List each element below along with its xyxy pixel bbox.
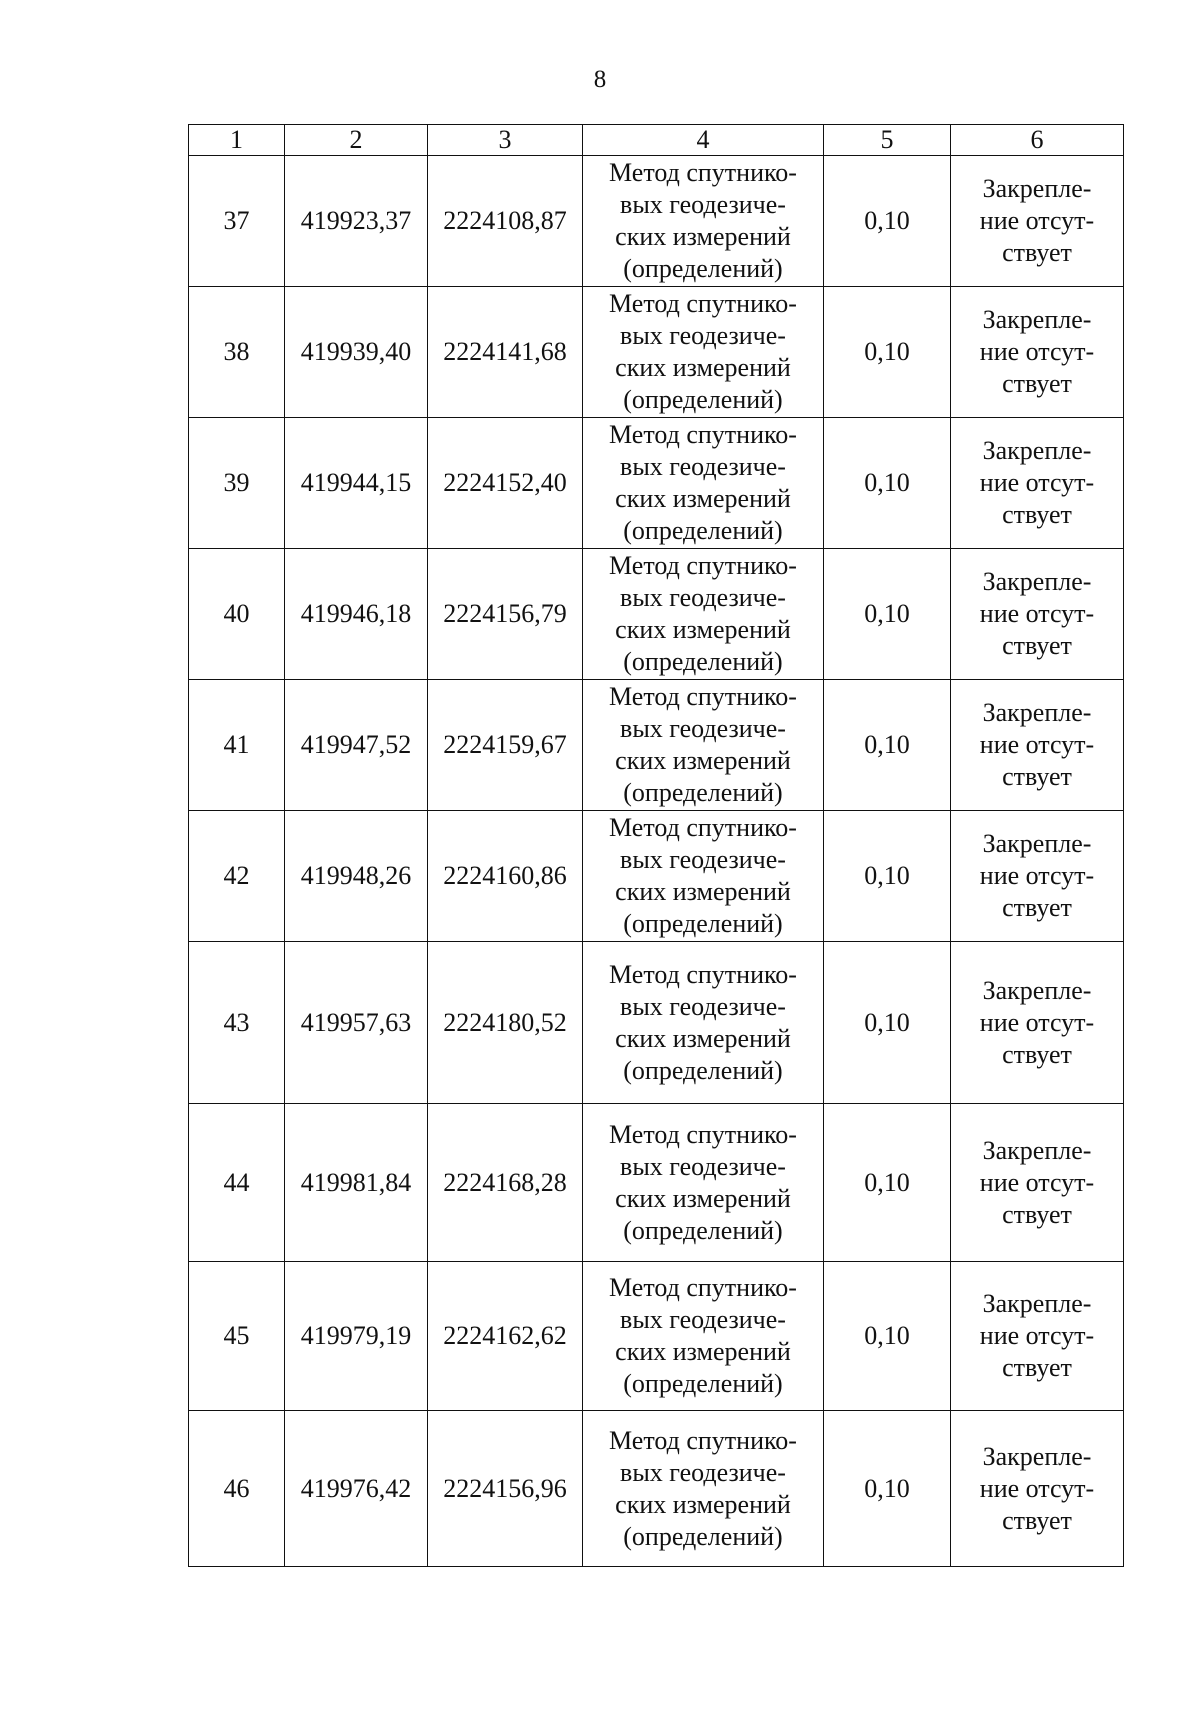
method-cell-line: (определений) [623, 385, 783, 414]
y-coordinate-cell: 2224180,52 [428, 942, 583, 1104]
method-cell-line: (определений) [623, 254, 783, 283]
method-cell-line: Метод спутнико- [609, 1273, 797, 1302]
fixing-cell-line: Закрепле- [982, 975, 1092, 1005]
x-coordinate-cell: 419939,40 [285, 287, 428, 418]
fixing-cell-line: ние отсут- [979, 861, 1095, 890]
point-number-cell: 37 [189, 156, 285, 287]
fixing-cell-line: ние отсут- [979, 1007, 1095, 1037]
table-row [189, 1262, 1124, 1411]
y-coordinate-cell: 2224156,96 [428, 1411, 583, 1567]
fixing-cell [951, 418, 1124, 549]
method-cell-line: вых геодезиче- [620, 1457, 786, 1487]
method-cell [583, 287, 824, 418]
table-header-row [189, 125, 1124, 156]
method-cell-line: Метод спутнико- [609, 682, 797, 711]
method-cell-line: вых геодезиче- [620, 190, 786, 219]
y-coordinate-cell: 2224160,86 [428, 811, 583, 942]
accuracy-cell: 0,10 [824, 811, 951, 942]
method-cell-line: ских измерений [615, 222, 791, 251]
point-number-cell: 44 [189, 1104, 285, 1262]
header-cell-3: 3 [428, 125, 583, 156]
method-cell-line: ских измерений [615, 615, 791, 644]
table-row [189, 156, 1124, 287]
method-cell-line: вых геодезиче- [620, 1305, 786, 1334]
method-cell-line: ских измерений [615, 1023, 791, 1053]
y-coordinate-cell: 2224108,87 [428, 156, 583, 287]
fixing-cell-line: ние отсут- [979, 468, 1095, 497]
coordinates-table [188, 124, 1124, 1567]
fixing-cell [951, 811, 1124, 942]
table-row [189, 1104, 1124, 1262]
fixing-cell-line: Закрепле- [982, 1441, 1092, 1471]
fixing-cell-line: ствует [1002, 762, 1072, 791]
fixing-cell-line: Закрепле- [982, 174, 1092, 203]
accuracy-cell: 0,10 [824, 287, 951, 418]
fixing-cell-line: Закрепле- [982, 1289, 1092, 1318]
method-cell [583, 680, 824, 811]
fixing-cell-line: ние отсут- [979, 599, 1095, 628]
accuracy-cell: 0,10 [824, 1104, 951, 1262]
fixing-cell-line: ствует [1002, 369, 1072, 398]
point-number-cell: 42 [189, 811, 285, 942]
header-cell-6: 6 [951, 125, 1124, 156]
point-number-cell: 45 [189, 1262, 285, 1411]
header-cell-4: 4 [583, 125, 824, 156]
table-row [189, 549, 1124, 680]
fixing-cell-line: ние отсут- [979, 1167, 1095, 1197]
accuracy-cell: 0,10 [824, 680, 951, 811]
fixing-cell-line: ние отсут- [979, 1321, 1095, 1350]
table-row [189, 811, 1124, 942]
page-number: 8 [593, 66, 607, 93]
fixing-cell [951, 1104, 1124, 1262]
x-coordinate-cell: 419976,42 [285, 1411, 428, 1567]
fixing-cell [951, 1411, 1124, 1567]
method-cell [583, 1262, 824, 1411]
method-cell [583, 1411, 824, 1567]
method-cell [583, 1104, 824, 1262]
method-cell [583, 418, 824, 549]
method-cell-line: вых геодезиче- [620, 991, 786, 1021]
x-coordinate-cell: 419979,19 [285, 1262, 428, 1411]
x-coordinate-cell: 419981,84 [285, 1104, 428, 1262]
point-number-cell: 46 [189, 1411, 285, 1567]
fixing-cell [951, 942, 1124, 1104]
table-row [189, 287, 1124, 418]
y-coordinate-cell: 2224152,40 [428, 418, 583, 549]
fixing-cell-line: ствует [1002, 1199, 1072, 1229]
fixing-cell-line: ствует [1002, 1505, 1072, 1535]
fixing-cell-line: Закрепле- [982, 829, 1092, 858]
accuracy-cell: 0,10 [824, 156, 951, 287]
method-cell-line: вых геодезиче- [620, 583, 786, 612]
table-row [189, 942, 1124, 1104]
method-cell-line: Метод спутнико- [609, 959, 797, 989]
fixing-cell-line: ние отсут- [979, 730, 1095, 759]
fixing-cell-line: ствует [1002, 238, 1072, 267]
method-cell-line: ских измерений [615, 484, 791, 513]
fixing-cell-line: ние отсут- [979, 1473, 1095, 1503]
fixing-cell-line: ствует [1002, 500, 1072, 529]
method-cell-line: Метод спутнико- [609, 158, 797, 187]
point-number-cell: 39 [189, 418, 285, 549]
method-cell [583, 156, 824, 287]
y-coordinate-cell: 2224162,62 [428, 1262, 583, 1411]
fixing-cell-line: Закрепле- [982, 436, 1092, 465]
method-cell-line: (определений) [623, 778, 783, 807]
fixing-cell-line: Закрепле- [982, 1135, 1092, 1165]
x-coordinate-cell: 419948,26 [285, 811, 428, 942]
fixing-cell [951, 156, 1124, 287]
fixing-cell [951, 680, 1124, 811]
method-cell-line: (определений) [623, 909, 783, 938]
x-coordinate-cell: 419957,63 [285, 942, 428, 1104]
method-cell-line: вых геодезиче- [620, 845, 786, 874]
method-cell-line: вых геодезиче- [620, 714, 786, 743]
method-cell-line: ских измерений [615, 877, 791, 906]
accuracy-cell: 0,10 [824, 942, 951, 1104]
y-coordinate-cell: 2224159,67 [428, 680, 583, 811]
point-number-cell: 40 [189, 549, 285, 680]
fixing-cell-line: ствует [1002, 893, 1072, 922]
point-number-cell: 41 [189, 680, 285, 811]
method-cell-line: (определений) [623, 647, 783, 676]
method-cell-line: вых геодезиче- [620, 1151, 786, 1181]
method-cell-line: ских измерений [615, 746, 791, 775]
fixing-cell-line: ние отсут- [979, 337, 1095, 366]
method-cell [583, 811, 824, 942]
method-cell-line: ских измерений [615, 1337, 791, 1366]
method-cell-line: (определений) [623, 1369, 783, 1398]
method-cell-line: Метод спутнико- [609, 1119, 797, 1149]
x-coordinate-cell: 419923,37 [285, 156, 428, 287]
y-coordinate-cell: 2224168,28 [428, 1104, 583, 1262]
header-cell-1: 1 [189, 125, 285, 156]
fixing-cell-line: Закрепле- [982, 567, 1092, 596]
fixing-cell [951, 1262, 1124, 1411]
y-coordinate-cell: 2224141,68 [428, 287, 583, 418]
table-row [189, 418, 1124, 549]
header-cell-2: 2 [285, 125, 428, 156]
accuracy-cell: 0,10 [824, 549, 951, 680]
fixing-cell-line: ствует [1002, 1353, 1072, 1382]
method-cell-line: Метод спутнико- [609, 813, 797, 842]
method-cell-line: вых геодезиче- [620, 452, 786, 481]
method-cell [583, 942, 824, 1104]
method-cell-line: (определений) [623, 1521, 783, 1551]
x-coordinate-cell: 419944,15 [285, 418, 428, 549]
method-cell-line: вых геодезиче- [620, 321, 786, 350]
fixing-cell-line: Закрепле- [982, 698, 1092, 727]
header-cell-5: 5 [824, 125, 951, 156]
accuracy-cell: 0,10 [824, 1411, 951, 1567]
accuracy-cell: 0,10 [824, 1262, 951, 1411]
x-coordinate-cell: 419947,52 [285, 680, 428, 811]
method-cell-line: Метод спутнико- [609, 420, 797, 449]
x-coordinate-cell: 419946,18 [285, 549, 428, 680]
table-row [189, 680, 1124, 811]
method-cell-line: Метод спутнико- [609, 551, 797, 580]
point-number-cell: 38 [189, 287, 285, 418]
fixing-cell-line: ние отсут- [979, 206, 1095, 235]
method-cell-line: (определений) [623, 516, 783, 545]
method-cell-line: Метод спутнико- [609, 289, 797, 318]
method-cell-line: ских измерений [615, 1489, 791, 1519]
fixing-cell-line: ствует [1002, 631, 1072, 660]
method-cell-line: ских измерений [615, 1183, 791, 1213]
accuracy-cell: 0,10 [824, 418, 951, 549]
method-cell [583, 549, 824, 680]
fixing-cell [951, 287, 1124, 418]
fixing-cell-line: Закрепле- [982, 305, 1092, 334]
method-cell-line: (определений) [623, 1215, 783, 1245]
method-cell-line: Метод спутнико- [609, 1425, 797, 1455]
y-coordinate-cell: 2224156,79 [428, 549, 583, 680]
method-cell-line: ских измерений [615, 353, 791, 382]
table-row [189, 1411, 1124, 1567]
point-number-cell: 43 [189, 942, 285, 1104]
fixing-cell [951, 549, 1124, 680]
fixing-cell-line: ствует [1002, 1039, 1072, 1069]
method-cell-line: (определений) [623, 1055, 783, 1085]
